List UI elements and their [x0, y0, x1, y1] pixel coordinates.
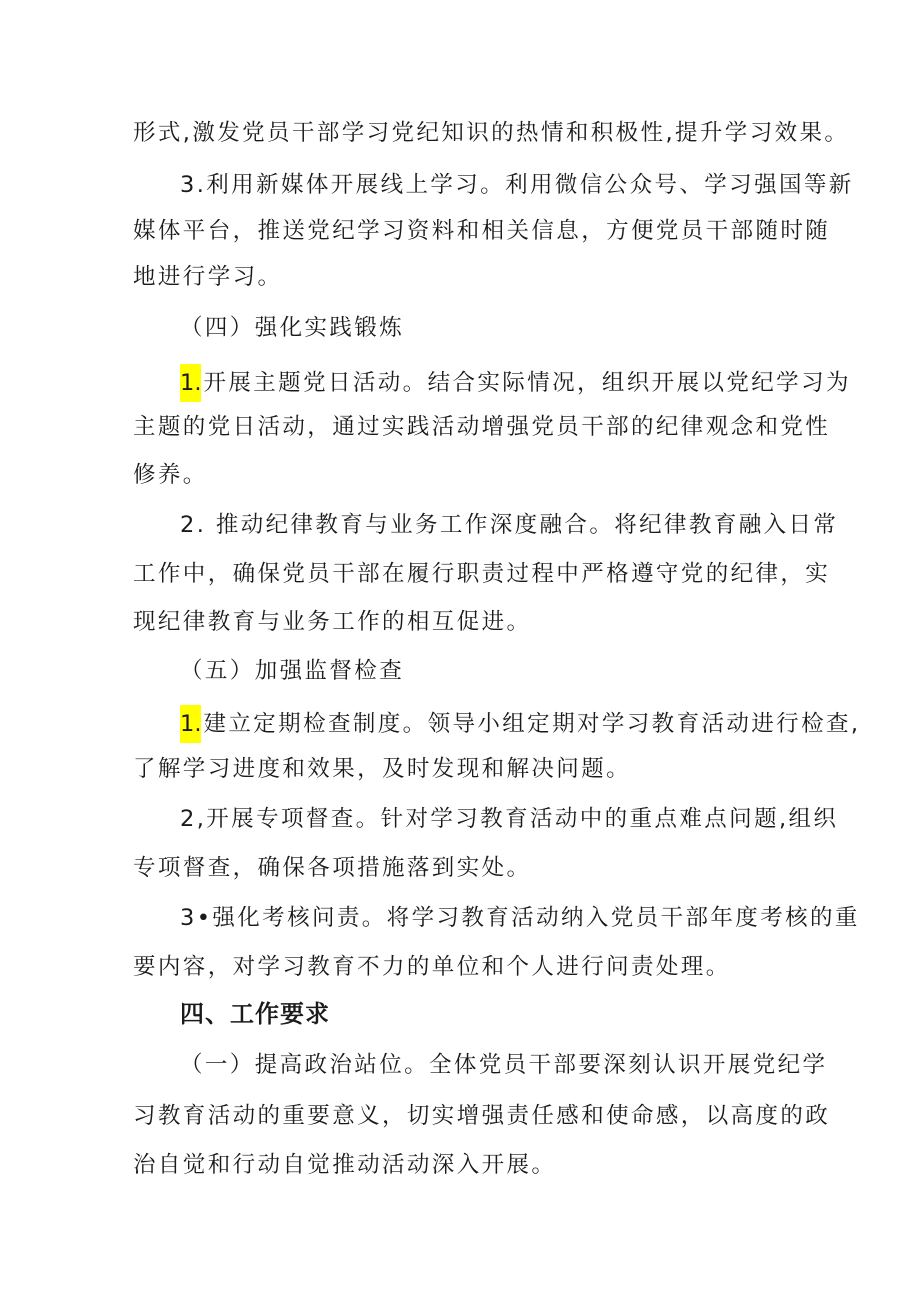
paragraph-line — [180, 364, 851, 402]
paragraph-line: 2,开展专项督查。针对学习教育活动中的重点难点问题,组织 — [180, 806, 839, 832]
highlighted-number: 1. — [180, 705, 201, 743]
paragraph-line: 修养。 — [133, 462, 208, 488]
paragraph-line: 媒体平台，推送党纪学习资料和相关信息，方便党员干部随时随 — [133, 218, 831, 244]
paragraph-text: 建立定期检查制度。领导小组定期对学习教育活动进行检查, — [203, 711, 861, 737]
highlighted-number: 1. — [180, 364, 201, 402]
paragraph-line: 了解学习进度和效果，及时发现和解决问题。 — [133, 756, 632, 782]
paragraph-line: 治自觉和行动自觉推动活动深入开展。 — [133, 1152, 557, 1178]
paragraph-line: 工作中，确保党员干部在履行职责过程中严格遵守党的纪律，实 — [133, 561, 831, 587]
section-heading: （四）强化实践锻炼 — [180, 315, 405, 341]
paragraph-line — [180, 705, 860, 743]
paragraph-line: 2. 推动纪律教育与业务工作深度融合。将纪律教育融入日常 — [180, 512, 839, 538]
paragraph-line: 地进行学习。 — [133, 264, 283, 290]
paragraph-line: 3•强化考核问责。将学习教育活动纳入党员干部年度考核的重 — [180, 905, 860, 931]
paragraph-text: 开展主题党日活动。结合实际情况，组织开展以党纪学习为 — [203, 370, 851, 396]
section-heading: （五）加强监督检查 — [180, 658, 405, 684]
paragraph-line: 形式,激发党员干部学习党纪知识的热情和积极性,提升学习效果。 — [133, 120, 850, 146]
paragraph-line: 要内容，对学习教育不力的单位和个人进行问责处理。 — [133, 954, 731, 980]
paragraph-line: （一）提高政治站位。全体党员干部要深刻认识开展党纪学 — [180, 1052, 828, 1078]
chapter-heading: 四、工作要求 — [180, 1000, 330, 1028]
paragraph-line: 专项督查，确保各项措施落到实处。 — [133, 855, 532, 881]
paragraph-line: 3.利用新媒体开展线上学习。利用微信公众号、学习强国等新 — [180, 172, 854, 198]
paragraph-line: 现纪律教育与业务工作的相互促进。 — [133, 609, 532, 635]
paragraph-line: 习教育活动的重要意义，切实增强责任感和使命感，以高度的政 — [133, 1103, 831, 1129]
paragraph-line: 主题的党日活动，通过实践活动增强党员干部的纪律观念和党性 — [133, 414, 831, 440]
